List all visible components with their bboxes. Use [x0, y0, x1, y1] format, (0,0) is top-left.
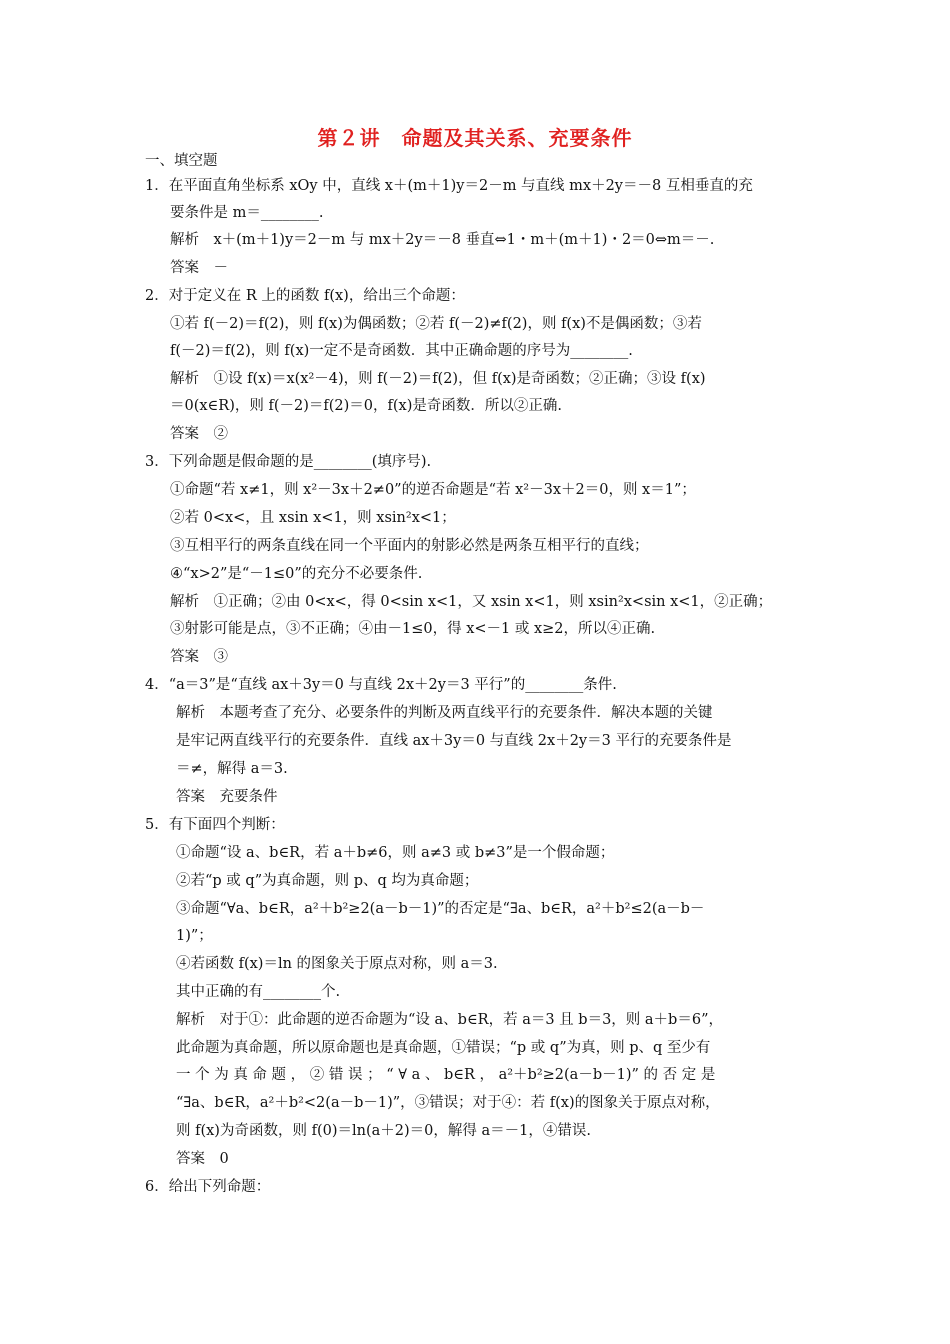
text-line: ④“x>2”是“－1≤0”的充分不必要条件. — [170, 566, 423, 582]
text-line: f(－2)＝f(2)，则 f(x)一定不是奇函数．其中正确命题的序号为________. — [170, 343, 633, 359]
text-line: ＝≠，解得 a＝3. — [176, 761, 288, 777]
text-line: 答案 0 — [176, 1151, 229, 1167]
text-line: 1)”； — [176, 928, 213, 944]
text-line: 一 个 为 真 命 题 ， ② 错 误 ； “ ∀ a 、 b∈R ， a²＋b²≥2(a－b－1)” 的 否 定 是 — [176, 1067, 716, 1083]
text-line: 答案 ③ — [170, 649, 228, 665]
text-line: 答案 ② — [170, 426, 228, 442]
text-line: ②若“p 或 q”为真命题，则 p、q 均为真命题； — [176, 873, 479, 889]
text-line: 答案 充要条件 — [176, 789, 278, 805]
text-line: 1．在平面直角坐标系 xOy 中，直线 x＋(m＋1)y＝2－m 与直线 mx＋2y＝－8 互相垂直的充 — [145, 178, 753, 194]
text-line: ③射影可能是点，③不正确；④由－1≤0，得 x<－1 或 x≥2，所以④正确. — [170, 621, 656, 637]
text-line: 答案 － — [170, 260, 228, 276]
text-line: 是牢记两直线平行的充要条件．直线 ax＋3y＝0 与直线 2x＋2y＝3 平行的充要条件是 — [176, 733, 732, 749]
text-line: ①命题“若 x≠1，则 x²－3x＋2≠0”的逆否命题是“若 x²－3x＋2＝0，则 x＝1”； — [170, 482, 696, 498]
text-line: ＝0(x∈R)，则 f(－2)＝f(2)＝0，f(x)是奇函数．所以②正确. — [170, 398, 562, 414]
text-line: ①命题“设 a、b∈R，若 a＋b≠6，则 a≠3 或 b≠3”是一个假命题； — [176, 845, 615, 861]
text-line: ③命题“∀a、b∈R，a²＋b²≥2(a－b－1)”的否定是“∃a、b∈R，a²＋b²≤2(a－b－ — [176, 901, 705, 917]
text-line: ②若 0<x<，且 xsin x<1，则 xsin²x<1； — [170, 510, 456, 526]
text-line: ④若函数 f(x)＝ln 的图象关于原点对称，则 a＝3. — [176, 956, 498, 972]
text-line: 6．给出下列命题： — [145, 1179, 271, 1195]
text-line: 解析 x＋(m＋1)y＝2－m 与 mx＋2y＝－8 垂直⇔1・m＋(m＋1)・2＝0⇔m＝－. — [170, 232, 715, 248]
text-line: 解析 ①设 f(x)＝x(x²－4)，则 f(－2)＝f(2)，但 f(x)是奇函数；②正确；③设 f(x) — [170, 371, 706, 387]
text-line: 其中正确的有________个. — [176, 984, 341, 1000]
text-line: ③互相平行的两条直线在同一个平面内的射影必然是两条互相平行的直线； — [170, 538, 649, 554]
text-line: 解析 对于①：此命题的逆否命题为“设 a、b∈R，若 a＝3 且 b＝3，则 a＋b＝6”， — [176, 1012, 723, 1028]
text-line: 4．“a＝3”是“直线 ax＋3y＝0 与直线 2x＋2y＝3 平行”的________条件. — [145, 677, 617, 693]
text-line: 5．有下面四个判断： — [145, 817, 285, 833]
text-line: ①若 f(－2)＝f(2)，则 f(x)为偶函数；②若 f(－2)≠f(2)，则 f(x)不是偶函数；③若 — [170, 316, 702, 332]
text-line: 3．下列命题是假命题的是________(填序号). — [145, 454, 432, 470]
text-line: 要条件是 m＝________. — [170, 205, 324, 221]
text-line: 则 f(x)为奇函数，则 f(0)＝ln(a＋2)＝0，解得 a＝－1，④错误. — [176, 1123, 591, 1139]
text-line: 2．对于定义在 R 上的函数 f(x)，给出三个命题： — [145, 288, 465, 304]
text-line: 解析 本题考查了充分、必要条件的判断及两直线平行的充要条件．解决本题的关键 — [176, 705, 713, 721]
text-line: 解析 ①正确；②由 0<x<，得 0<sin x<1，又 xsin x<1，则 xsin²x<sin x<1，②正确； — [170, 594, 773, 610]
page-title: 第２讲 命题及其关系、充要条件 — [317, 126, 633, 150]
text-line: 此命题为真命题，所以原命题也是真命题，①错误；“p 或 q”为真，则 p、q 至少有 — [176, 1040, 711, 1056]
text-line: “∃a、b∈R，a²＋b²<2(a－b－1)”，③错误；对于④：若 f(x)的图象关于原点对称， — [176, 1095, 720, 1111]
section-heading: 一、填空题 — [145, 153, 218, 169]
